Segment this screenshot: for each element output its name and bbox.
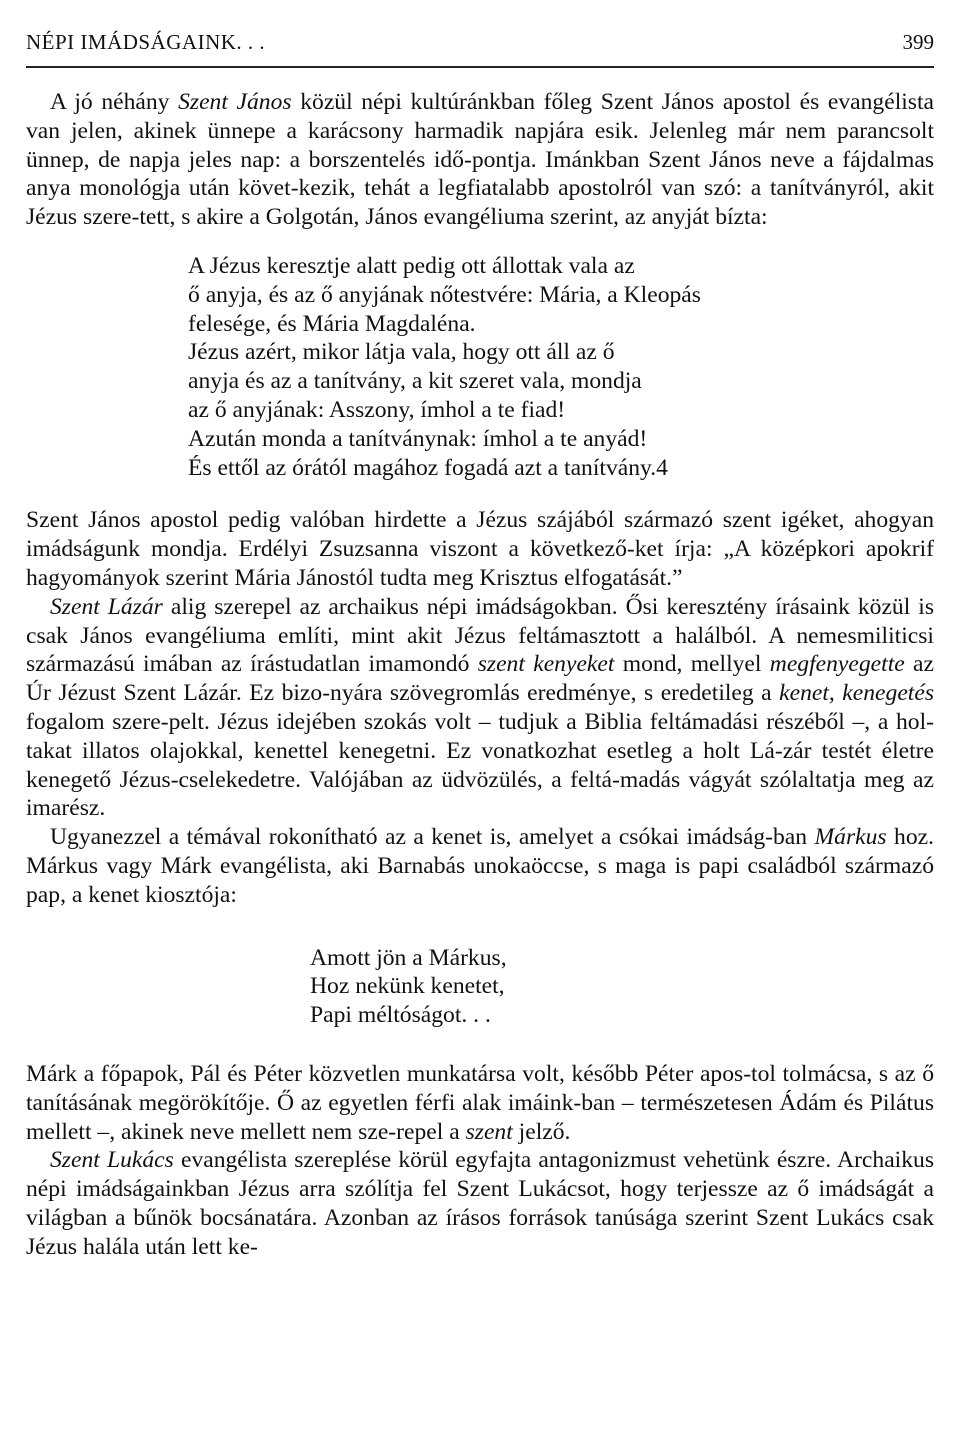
paragraph-markus (26, 823, 934, 909)
text-run: hoz. Márkus vagy Márk evangélista, aki Barnabás unokaöccse, s maga is papi családból származó pap, a kenet kiosztója: (26, 824, 934, 908)
quote-line: anyja és az a tanítvány, a kit szeret vala, mondja (188, 368, 642, 395)
italic-term: Szent János (178, 89, 292, 115)
quote-line: felesége, és Mária Magdaléna. (188, 310, 476, 337)
verse-line: Amott jön a Márkus, (310, 944, 507, 971)
paragraph-saint-lazarus (26, 593, 934, 823)
text-run: Márk a főpapok, Pál és Péter közvetlen munkatársa volt, később Péter apos-tol tolmácsa, s az ő tanításának megörökítője. Ő az egyetlen férfi alak imáink-ban – természetesen Ádám és Pilátus mellett –, akinek neve mellett nem sze-repel a (26, 1060, 934, 1145)
italic-term: Márkus (814, 824, 887, 851)
verse-line: Hoz nekünk kenetet, (310, 973, 505, 1000)
quote-line: az ő anyjának: Asszony, ímhol a te fiad! (188, 396, 566, 423)
text-run: A jó néhány (50, 89, 179, 115)
paragraph-saint-john (26, 88, 934, 232)
verse-line: Papi méltóságot. . . (310, 1002, 491, 1029)
quote-line: Azután monda a tanítványnak: ímhol a te anyád! (188, 425, 648, 452)
bible-quote (188, 252, 808, 482)
quote-line: Jézus azért, mikor látja vala, hogy ott áll az ő (188, 339, 615, 366)
text-run: jelző. (512, 1118, 571, 1145)
quote-line: És ettől az órától magához fogadá azt a tanítvány.4 (188, 454, 668, 481)
quote-line: ő anyja, és az ő anyjának nőtestvére: Mária, a Kleopás (188, 281, 701, 308)
text-run: evangélista szereplése körül egyfajta antagonizmust vehetünk észre. Archaikus népi imádságainkban Jézus arra szólítja fel Szent Lukácsot, hogy terjessze az ő imádságát a világban a bűnök bocsánatára. Azonban az írásos források tanúsága szerint Szent Lukács csak Jézus halála után lett ke- (26, 1147, 934, 1260)
running-title: NÉPI IMÁDSÁGAINK. . . (26, 30, 266, 54)
text-run: Ugyanezzel a témával rokonítható az a kenet is, amelyet a csókai imádság-ban (50, 824, 815, 851)
page-number: 399 (902, 30, 934, 54)
text-run: közül népi kultúránkban főleg Szent János apostol és evangélista van jelen, akinek ünnepe a karácsony harmadik napjára esik. Jelenleg már nem parancsolt ünnep, de napja jeles nap: a borszentelés idő-pontja. Imánkban Szent János neve a fájdalmas anya monológja után követ-kezik, tehát a legfiatalabb apostolról van szó: a tanítványról, akit Jézus szere-tett, s akire a Golgotán, János evangéliuma szerint, az anyját bízta: (26, 89, 935, 231)
paragraph-saint-luke (26, 1146, 934, 1261)
italic-term: megfenyegette (769, 651, 905, 678)
italic-term: szent (465, 1118, 513, 1145)
prayer-verse (310, 944, 934, 1030)
italic-term: Szent Lázár (50, 593, 163, 620)
paragraph-mark (26, 1060, 934, 1146)
italic-term: Szent Lukács (50, 1147, 174, 1174)
running-header (26, 30, 934, 68)
page-body (26, 88, 934, 1261)
text-run: az Úr Jézust Szent Lázár. Ez bizo-nyára szövegromlás eredménye, s eredetileg a (26, 651, 934, 707)
text-run: mond, mellyel (614, 651, 770, 678)
quote-line: A Jézus keresztje alatt pedig ott állottak vala az (188, 252, 635, 279)
italic-term: szent kenyeket (477, 651, 615, 678)
italic-term: kenet, kenegetés (779, 680, 935, 707)
text-run: alig szerepel az archaikus népi imádságokban. Ősi keresztény írásaink közül is csak János evangéliuma említi, mint akit Jézus feltámasztott a halálból. A nemesmiliticsi származású imában az írástudatlan imamondó (26, 593, 935, 678)
paragraph-john-preaching: Szent János apostol pedig valóban hirdette a Jézus szájából származó szent igéket, ahogyan imádságunk mondja. Erdélyi Zsuzsanna viszont a következő-ket írja: „A középkori apokrif hagyományok szerint Mária Jánostól tudta meg Krisztus elfogatását.” (26, 507, 934, 591)
text-run: fogalom szere-pelt. Jézus idejében szokás volt – tudjuk a Biblia feltámadási részéből –, a hol-takat illatos olajokkal, kenettel kenegetni. Ez vonatkozhat esetleg a holt Lá-zár testét életre kenegető Jézus-cselekedetre. Valójában az üdvözülés, a feltá-madás vágyát szólaltatja meg az imarész. (26, 708, 934, 822)
